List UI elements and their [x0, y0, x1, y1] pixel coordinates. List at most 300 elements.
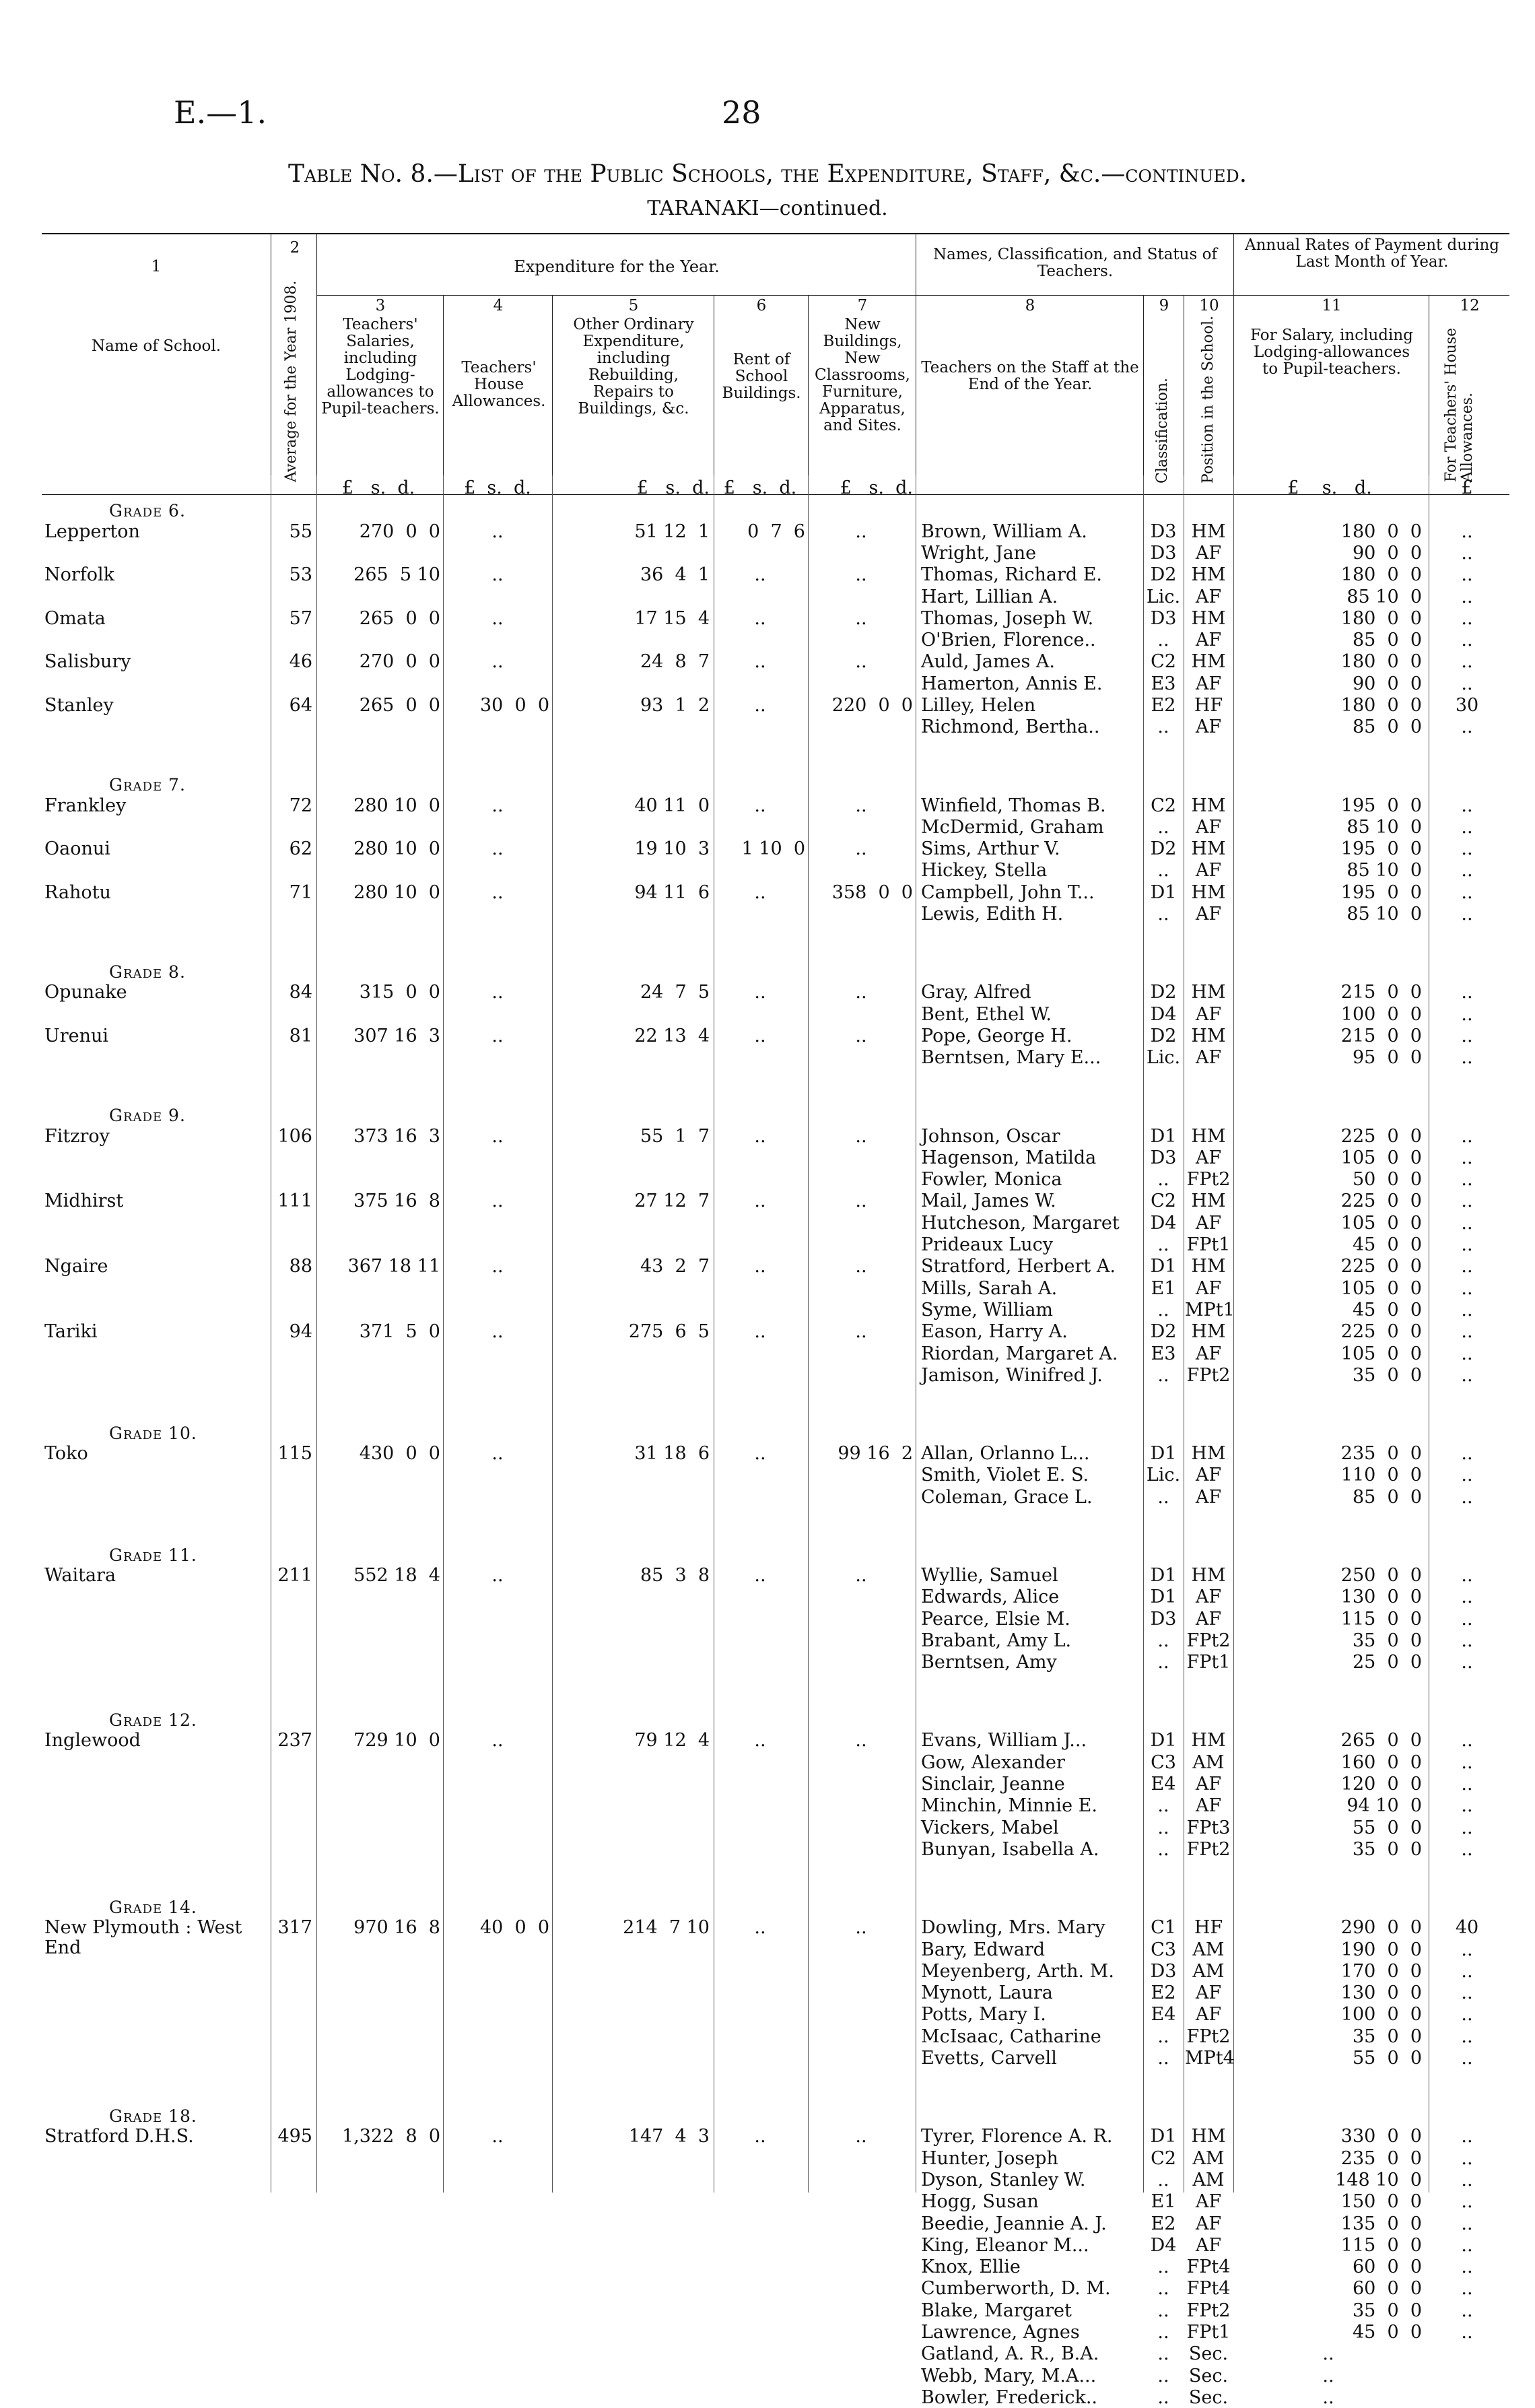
region-subtitle: TARANAKI—continued. — [647, 197, 888, 220]
house-allowance-rate: .. — [1461, 2169, 1473, 2190]
teacher-position: AF — [1195, 2234, 1222, 2256]
school-name: Rahotu — [44, 881, 111, 903]
rent-school-buildings: .. — [754, 1917, 766, 1939]
other-expenditure: 27 12 7 — [634, 1191, 710, 1212]
teacher-name: Gatland, A. R., B.A. — [921, 2343, 1099, 2365]
house-allowance-rate: .. — [1461, 2026, 1473, 2047]
teacher-name: Lewis, Edith H. — [921, 904, 1064, 925]
teacher-position: FPt2 — [1186, 1169, 1231, 1191]
school-name: Midhirst — [44, 1191, 124, 1212]
teacher-name: Hagenson, Matilda — [921, 1147, 1097, 1168]
teacher-name: Minchin, Minnie E. — [921, 1795, 1097, 1817]
currency-header-salary-rate: £ s. d. — [1287, 477, 1372, 498]
new-buildings: 358 0 0 — [831, 881, 913, 903]
table-title: Table No. 8.—List of the Public Schools, the Expenditure, Staff, &c.—continued. — [287, 160, 1248, 188]
new-buildings: .. — [855, 607, 867, 629]
teacher-classification: .. — [1157, 1486, 1169, 1508]
teacher-name: Auld, James A. — [921, 651, 1055, 673]
new-buildings: .. — [855, 1321, 867, 1343]
teacher-position: HM — [1191, 607, 1226, 629]
col6-header: Rent of School Buildings. — [722, 351, 801, 402]
col12-header: For Teachers' House Allowances. — [1443, 327, 1476, 482]
house-allowances: .. — [491, 2126, 504, 2147]
other-expenditure: 214 7 10 — [623, 1917, 710, 1939]
house-allowances: 40 0 0 — [479, 1917, 549, 1939]
teacher-position: AM — [1192, 1960, 1225, 1982]
salary-rate: 180 0 0 — [1340, 564, 1422, 586]
new-buildings: .. — [855, 651, 867, 673]
salary-rate: 55 0 0 — [1352, 1817, 1422, 1838]
teacher-name: Potts, Mary I. — [921, 2004, 1046, 2026]
teachers-salaries: 270 0 0 — [359, 521, 440, 542]
teacher-name: Thomas, Richard E. — [921, 564, 1103, 586]
house-allowance-rate: 40 — [1455, 1917, 1479, 1939]
house-allowance-rate: .. — [1461, 2126, 1473, 2147]
salary-rate: 60 0 0 — [1352, 2278, 1422, 2300]
teacher-name: Webb, Mary, M.A... — [921, 2365, 1097, 2386]
school-name: Tariki — [44, 1321, 98, 1343]
col7-header: New Buildings, New Classrooms, Furniture, Apparatus, and Sites. — [815, 316, 910, 434]
teacher-classification: E3 — [1151, 673, 1176, 694]
teacher-name: McDermid, Graham — [921, 816, 1104, 838]
house-allowances: .. — [491, 1125, 504, 1147]
teacher-name: Brown, William A. — [921, 521, 1087, 542]
teacher-position: AM — [1192, 1939, 1225, 1960]
house-allowances: .. — [491, 1730, 504, 1751]
rent-school-buildings: .. — [754, 564, 766, 586]
teacher-name: Beedie, Jeannie A. J. — [921, 2213, 1107, 2234]
rent-school-buildings: .. — [754, 795, 766, 816]
other-expenditure: 22 13 4 — [634, 1025, 710, 1046]
col5-number: 5 — [628, 297, 639, 314]
school-name: Ngaire — [44, 1256, 108, 1277]
teacher-classification: .. — [1157, 2278, 1169, 2300]
teacher-name: Brabant, Amy L. — [921, 1630, 1072, 1651]
teacher-name: Wright, Jane — [921, 542, 1037, 564]
currency-header-other: £ s. d. — [636, 477, 710, 498]
teacher-position: FPt2 — [1186, 1364, 1231, 1386]
teacher-classification: C2 — [1151, 1191, 1176, 1212]
teacher-name: Johnson, Oscar — [921, 1125, 1060, 1147]
house-allowance-rate: .. — [1461, 1730, 1473, 1751]
teacher-position: HM — [1191, 881, 1226, 903]
house-allowances: .. — [491, 521, 504, 542]
new-buildings: .. — [855, 1125, 867, 1147]
house-allowances: .. — [491, 1443, 504, 1465]
house-allowance-rate: .. — [1461, 1630, 1473, 1651]
house-allowance-rate: .. — [1461, 2147, 1473, 2169]
salary-rate: 35 0 0 — [1352, 1630, 1422, 1651]
house-allowance-rate: .. — [1461, 1125, 1473, 1147]
teacher-position: HM — [1191, 564, 1226, 586]
new-buildings: .. — [855, 838, 867, 860]
teacher-classification: .. — [1157, 1169, 1169, 1191]
school-name: Oaonui — [44, 838, 110, 860]
rent-school-buildings: 1 10 0 — [741, 838, 805, 860]
house-allowance-rate: .. — [1461, 1817, 1473, 1838]
teacher-name: Knox, Ellie — [921, 2256, 1021, 2278]
salary-rate: 160 0 0 — [1340, 1751, 1422, 1773]
house-allowances: .. — [491, 564, 504, 586]
teachers-salaries: 280 10 0 — [353, 881, 440, 903]
house-allowances: .. — [491, 795, 504, 816]
salary-rate: 190 0 0 — [1340, 1939, 1422, 1960]
teachers-salaries: 552 18 4 — [353, 1565, 440, 1586]
new-buildings: 99 16 2 — [838, 1443, 913, 1465]
teacher-name: Syme, William — [921, 1299, 1054, 1320]
school-name: Inglewood — [44, 1730, 141, 1751]
house-allowance-rate: .. — [1461, 1212, 1473, 1234]
other-expenditure: 93 1 2 — [640, 695, 710, 716]
teacher-classification: .. — [1157, 1652, 1169, 1673]
house-allowance-rate: .. — [1461, 564, 1473, 586]
teacher-name: Hogg, Susan — [921, 2191, 1039, 2213]
teacher-position: AF — [1195, 1343, 1222, 1364]
teacher-name: Dyson, Stanley W. — [921, 2169, 1086, 2190]
teacher-classification: Lic. — [1146, 1047, 1181, 1069]
teachers-salaries: 265 5 10 — [353, 564, 440, 586]
house-allowance-rate: .. — [1461, 1586, 1473, 1608]
teacher-classification: C1 — [1151, 1917, 1176, 1939]
teacher-position: AF — [1195, 586, 1222, 607]
teacher-position: Sec. — [1188, 2343, 1229, 2365]
house-allowance-rate: .. — [1461, 630, 1473, 651]
salary-rate: 100 0 0 — [1340, 1003, 1422, 1025]
new-buildings: .. — [855, 1917, 867, 1939]
other-expenditure: 55 1 7 — [640, 1125, 710, 1147]
house-allowance-rate: .. — [1461, 1169, 1473, 1191]
teacher-classification: C2 — [1151, 795, 1176, 816]
teachers-salaries: 280 10 0 — [353, 795, 440, 816]
teachers-salaries: 729 10 0 — [353, 1730, 440, 1751]
teacher-classification: D3 — [1150, 521, 1177, 542]
teacher-classification: D3 — [1150, 1960, 1177, 1982]
salary-rate: 85 10 0 — [1346, 816, 1422, 838]
teachers-salaries: 307 16 3 — [353, 1025, 440, 1046]
salary-rate: .. — [1322, 2343, 1334, 2365]
school-name: Urenui — [44, 1025, 109, 1046]
rent-school-buildings: .. — [754, 1191, 766, 1212]
teacher-name: Wyllie, Samuel — [921, 1565, 1058, 1586]
house-allowances: .. — [491, 1191, 504, 1212]
salary-rate: 90 0 0 — [1352, 673, 1422, 694]
grade-heading: Grade 14. — [109, 1897, 197, 1917]
salary-rate: 235 0 0 — [1340, 1443, 1422, 1465]
teachers-salaries: 371 5 0 — [359, 1321, 440, 1343]
salary-rate: 195 0 0 — [1340, 838, 1422, 860]
house-allowance-rate: .. — [1461, 651, 1473, 673]
average-attendance: 237 — [277, 1730, 312, 1751]
teacher-name: Hunter, Joseph — [921, 2147, 1058, 2169]
house-allowance-rate: 30 — [1455, 695, 1479, 716]
house-allowance-rate: .. — [1461, 1047, 1473, 1069]
average-attendance: 211 — [277, 1565, 312, 1586]
teachers-salaries: 367 18 11 — [347, 1256, 440, 1277]
grade-heading: Grade 6. — [109, 501, 186, 521]
teacher-classification: D2 — [1150, 564, 1177, 586]
teacher-classification: .. — [1157, 630, 1169, 651]
salary-rate: 180 0 0 — [1340, 695, 1422, 716]
school-name: Toko — [44, 1443, 88, 1465]
teacher-classification: D2 — [1150, 1321, 1177, 1343]
house-allowance-rate: .. — [1461, 860, 1473, 881]
teacher-position: FPt2 — [1186, 2026, 1231, 2047]
teacher-position: FPt4 — [1186, 2256, 1231, 2278]
teacher-name: Allan, Orlanno L... — [921, 1443, 1090, 1465]
new-buildings: .. — [855, 1565, 867, 1586]
teachers-salaries: 375 16 8 — [353, 1191, 440, 1212]
school-name: Norfolk — [44, 564, 115, 586]
teacher-classification: Lic. — [1146, 586, 1181, 607]
other-expenditure: 85 3 8 — [640, 1565, 710, 1586]
teacher-name: Hickey, Stella — [921, 860, 1048, 881]
salary-rate: 100 0 0 — [1340, 2004, 1422, 2026]
teacher-position: AF — [1195, 1465, 1222, 1486]
other-expenditure: 275 6 5 — [628, 1321, 710, 1343]
salary-rate: .. — [1322, 2386, 1334, 2408]
house-allowance-rate: .. — [1461, 816, 1473, 838]
house-allowance-rate: .. — [1461, 2256, 1473, 2278]
teacher-position: AM — [1192, 2147, 1225, 2169]
house-allowance-rate: .. — [1461, 1443, 1473, 1465]
teacher-classification: .. — [1157, 2169, 1169, 2190]
currency-header-house-rate: £ — [1461, 477, 1473, 498]
teacher-name: Lilley, Helen — [921, 695, 1036, 716]
teacher-name: Pope, George H. — [921, 1025, 1072, 1046]
salary-rate: 105 0 0 — [1340, 1147, 1422, 1168]
teacher-classification: .. — [1157, 2386, 1169, 2408]
teacher-position: AF — [1195, 1277, 1222, 1299]
teacher-name: Blake, Margaret — [921, 2300, 1072, 2321]
teacher-position: AF — [1195, 1003, 1222, 1025]
col12-number: 12 — [1460, 297, 1480, 314]
teacher-classification: .. — [1157, 2256, 1169, 2278]
teacher-position: HM — [1191, 795, 1226, 816]
salary-rate: 35 0 0 — [1352, 1364, 1422, 1386]
other-expenditure: 17 15 4 — [634, 607, 710, 629]
rent-school-buildings: .. — [754, 651, 766, 673]
teacher-position: AF — [1195, 860, 1222, 881]
house-allowances: .. — [491, 838, 504, 860]
teacher-classification: C2 — [1151, 651, 1176, 673]
teacher-classification: C2 — [1151, 2147, 1176, 2169]
teacher-position: Sec. — [1188, 2365, 1229, 2386]
teacher-position: AF — [1195, 542, 1222, 564]
salary-rate: 60 0 0 — [1352, 2256, 1422, 2278]
salary-rate: 180 0 0 — [1340, 607, 1422, 629]
house-allowances: .. — [491, 1565, 504, 1586]
house-allowance-rate: .. — [1461, 1486, 1473, 1508]
other-expenditure: 43 2 7 — [640, 1256, 710, 1277]
new-buildings: .. — [855, 521, 867, 542]
teacher-position: AM — [1192, 2169, 1225, 2190]
teacher-name: Edwards, Alice — [921, 1586, 1060, 1608]
house-allowance-rate: .. — [1461, 2004, 1473, 2026]
teacher-classification: D2 — [1150, 1025, 1177, 1046]
teacher-name: Fowler, Monica — [921, 1169, 1062, 1191]
teacher-position: AF — [1195, 2004, 1222, 2026]
teacher-classification: .. — [1157, 1817, 1169, 1838]
teacher-name: Coleman, Grace L. — [921, 1486, 1093, 1508]
salary-rate: 265 0 0 — [1340, 1730, 1422, 1751]
teacher-classification: .. — [1157, 1795, 1169, 1817]
teacher-position: AF — [1195, 673, 1222, 694]
school-name: Opunake — [44, 982, 127, 1003]
teacher-classification: D1 — [1150, 1730, 1177, 1751]
teacher-classification: .. — [1157, 2026, 1169, 2047]
average-attendance: 72 — [289, 795, 312, 816]
col4-number: 4 — [493, 297, 504, 314]
rent-school-buildings: .. — [754, 695, 766, 716]
average-attendance: 64 — [289, 695, 312, 716]
house-allowance-rate: .. — [1461, 1982, 1473, 2004]
currency-header-salaries: £ s. d. — [341, 477, 415, 498]
col8-number: 8 — [1025, 297, 1035, 314]
teacher-position: HM — [1191, 2126, 1226, 2147]
teacher-classification: .. — [1157, 2343, 1169, 2365]
annual-group-header: Annual Rates of Payment during Last Month of Year. — [1245, 236, 1499, 271]
teacher-classification: D1 — [1150, 1443, 1177, 1465]
salary-rate: 290 0 0 — [1340, 1917, 1422, 1939]
teacher-classification: E1 — [1151, 2191, 1176, 2213]
average-attendance: 106 — [277, 1125, 312, 1147]
teacher-name: Vickers, Mabel — [921, 1817, 1059, 1838]
teacher-position: AF — [1195, 716, 1222, 738]
teacher-name: Cumberworth, D. M. — [921, 2278, 1111, 2300]
teacher-position: AF — [1195, 1774, 1222, 1795]
rent-school-buildings: .. — [754, 1321, 766, 1343]
salary-rate: .. — [1322, 2365, 1334, 2386]
salary-rate: 130 0 0 — [1340, 1982, 1422, 2004]
teacher-name: Berntsen, Mary E... — [921, 1047, 1101, 1069]
salary-rate: 85 10 0 — [1346, 860, 1422, 881]
teacher-name: Lawrence, Agnes — [921, 2322, 1080, 2343]
teacher-name: Bowler, Frederick.. — [921, 2386, 1097, 2408]
average-attendance: 84 — [289, 982, 312, 1003]
teacher-classification: D2 — [1150, 838, 1177, 860]
currency-header-rent: £ s. d. — [723, 477, 797, 498]
salary-rate: 170 0 0 — [1340, 1960, 1422, 1982]
teacher-name: Gow, Alexander — [921, 1751, 1065, 1773]
rent-school-buildings: .. — [754, 1730, 766, 1751]
teachers-salaries: 430 0 0 — [359, 1443, 440, 1465]
teacher-classification: E4 — [1151, 2004, 1176, 2026]
average-attendance: 495 — [277, 2126, 312, 2147]
teacher-name: Sinclair, Jeanne — [921, 1774, 1065, 1795]
col3-header: Teachers' Salaries, including Lodging-allowances to Pupil-teachers. — [321, 316, 440, 417]
teacher-name: Campbell, John T... — [921, 881, 1095, 903]
teacher-name: Bunyan, Isabella A. — [921, 1838, 1099, 1860]
school-name: Omata — [44, 607, 106, 629]
teacher-name: Mills, Sarah A. — [921, 1277, 1058, 1299]
teacher-name: Jamison, Winifred J. — [921, 1364, 1103, 1386]
average-attendance: 111 — [277, 1191, 312, 1212]
rent-school-buildings: .. — [754, 607, 766, 629]
teacher-position: AF — [1195, 1982, 1222, 2004]
col11-number: 11 — [1322, 297, 1342, 314]
grade-heading: Grade 7. — [109, 775, 186, 795]
average-attendance: 62 — [289, 838, 312, 860]
house-allowance-rate: .. — [1461, 1256, 1473, 1277]
teacher-position: FPt2 — [1186, 1838, 1231, 1860]
col5-header: Other Ordinary Expenditure, including Rebuilding, Repairs to Buildings, &c. — [573, 316, 694, 417]
salary-rate: 195 0 0 — [1340, 881, 1422, 903]
rent-school-buildings: .. — [754, 1443, 766, 1465]
teacher-name: Pearce, Elsie M. — [921, 1608, 1070, 1630]
salary-rate: 55 0 0 — [1352, 2048, 1422, 2069]
teacher-position: AM — [1192, 1751, 1225, 1773]
teacher-classification: E2 — [1151, 1982, 1176, 2004]
teacher-classification: D2 — [1150, 982, 1177, 1003]
teacher-position: AF — [1195, 1047, 1222, 1069]
teacher-classification: .. — [1157, 816, 1169, 838]
school-name: Frankley — [44, 795, 127, 816]
house-allowance-rate: .. — [1461, 795, 1473, 816]
teacher-classification: C3 — [1151, 1939, 1176, 1960]
rent-school-buildings: .. — [754, 1025, 766, 1046]
house-allowance-rate: .. — [1461, 1838, 1473, 1860]
teacher-classification: .. — [1157, 716, 1169, 738]
house-allowance-rate: .. — [1461, 881, 1473, 903]
rent-school-buildings: .. — [754, 1256, 766, 1277]
teacher-name: Sims, Arthur V. — [921, 838, 1060, 860]
average-attendance: 55 — [289, 521, 312, 542]
house-allowance-rate: .. — [1461, 1751, 1473, 1773]
teacher-classification: D4 — [1150, 2234, 1177, 2256]
other-expenditure: 24 8 7 — [640, 651, 710, 673]
salary-rate: 85 10 0 — [1346, 904, 1422, 925]
teacher-name: Bent, Ethel W. — [921, 1003, 1052, 1025]
salary-rate: 180 0 0 — [1340, 651, 1422, 673]
average-attendance: 88 — [289, 1256, 312, 1277]
teacher-classification: Lic. — [1146, 1465, 1181, 1486]
col10-number: 10 — [1199, 297, 1219, 314]
teacher-classification: D1 — [1150, 1125, 1177, 1147]
table-header — [42, 233, 1509, 502]
teacher-position: AF — [1195, 1147, 1222, 1168]
teacher-classification: E2 — [1151, 695, 1176, 716]
salary-rate: 85 0 0 — [1352, 630, 1422, 651]
house-allowance-rate: .. — [1461, 2213, 1473, 2234]
grade-heading: Grade 9. — [109, 1106, 186, 1126]
new-buildings: .. — [855, 1256, 867, 1277]
grade-heading: Grade 11. — [109, 1545, 197, 1565]
teacher-name: Mail, James W. — [921, 1191, 1056, 1212]
house-allowance-rate: .. — [1461, 1025, 1473, 1046]
teacher-name: Stratford, Herbert A. — [921, 1256, 1116, 1277]
house-allowances: 30 0 0 — [479, 695, 549, 716]
page-reference: E.—1. — [174, 94, 267, 131]
house-allowance-rate: .. — [1461, 2048, 1473, 2069]
house-allowance-rate: .. — [1461, 1652, 1473, 1673]
house-allowance-rate: .. — [1461, 607, 1473, 629]
salary-rate: 330 0 0 — [1340, 2126, 1422, 2147]
teacher-classification: .. — [1157, 2365, 1169, 2386]
teacher-name: Hart, Lillian A. — [921, 586, 1058, 607]
house-allowance-rate: .. — [1461, 2322, 1473, 2343]
col6-number: 6 — [756, 297, 767, 314]
teacher-position: AF — [1195, 816, 1222, 838]
teacher-position: HM — [1191, 982, 1226, 1003]
new-buildings: 220 0 0 — [831, 695, 913, 716]
teacher-classification: .. — [1157, 1234, 1169, 1256]
grade-heading: Grade 18. — [109, 2106, 197, 2127]
teacher-classification: .. — [1157, 1630, 1169, 1651]
new-buildings: .. — [855, 1730, 867, 1751]
house-allowance-rate: .. — [1461, 1003, 1473, 1025]
house-allowances: .. — [491, 1256, 504, 1277]
teachers-salaries: 1,322 8 0 — [342, 2126, 440, 2147]
